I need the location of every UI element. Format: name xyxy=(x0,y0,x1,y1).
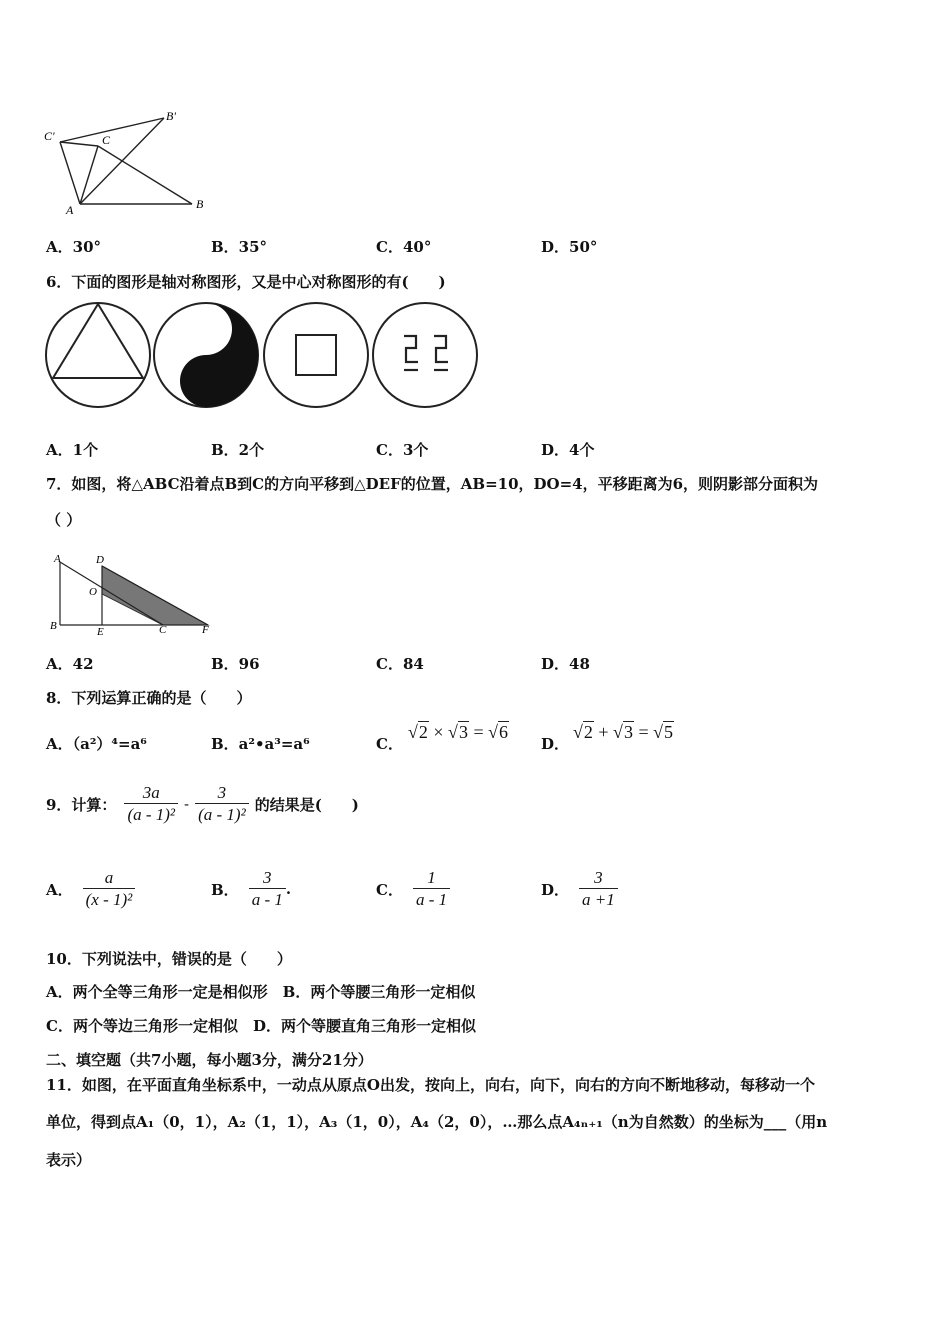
label-c: C xyxy=(102,133,111,147)
circle-square-figure xyxy=(264,303,368,407)
sqrt-icon: √5 xyxy=(653,722,673,742)
q7-question-line1: 7．如图，将△ABC沿着点B到C的方向平移到△DEF的位置，AB=10，DO=4，平移距离为6，则阴影部分面积为 xyxy=(46,475,819,493)
q7-option-c: C．84 xyxy=(376,655,424,673)
segment-c-prime-a xyxy=(60,142,80,204)
q6-option-c: C．3个 xyxy=(376,441,429,459)
label-a: A xyxy=(54,553,61,565)
label-c: C xyxy=(159,624,167,636)
segment-c-b xyxy=(98,146,192,204)
label-o: O xyxy=(89,586,97,598)
q5-option-b: B．35° xyxy=(211,238,268,256)
q7-question-line2: （ ） xyxy=(46,511,82,529)
q9-option-a: A． $\frac{a}{\text{(x - 1)²}}$ xyxy=(46,864,135,914)
q8-option-c-prefix: C． xyxy=(376,735,403,753)
circle-triangle-figure xyxy=(46,303,150,407)
label-a: A xyxy=(66,203,74,217)
q6-figures xyxy=(42,298,482,414)
sqrt-icon: √3 xyxy=(613,722,633,742)
q6-option-a: A．1个 xyxy=(46,441,99,459)
q8-option-b: B．a²•a³=a⁶ xyxy=(211,735,310,753)
q9-minus: - xyxy=(184,795,190,813)
q11-line1: 11．如图，在平面直角坐标系中，一动点从原点O出发，按向上，向右，向下，向右的方向不断地移动，每移动一个 xyxy=(46,1076,815,1094)
q11-line3: 表示） xyxy=(46,1151,92,1169)
sqrt-icon: √2 xyxy=(408,722,428,742)
q9-option-d: D． $\frac{3}{a +1}$ xyxy=(541,864,618,914)
q7-option-b: B．96 xyxy=(211,655,260,673)
label-d: D xyxy=(96,554,104,566)
q9-suffix: 的结果是( ) xyxy=(254,795,359,814)
q8-question: 8．下列运算正确的是（ ） xyxy=(46,689,252,707)
label-e: E xyxy=(97,626,104,638)
q7-option-d: D．48 xyxy=(541,655,590,673)
q6-option-d: D．4个 xyxy=(541,441,595,459)
segment-a-b-prime xyxy=(80,118,164,204)
label-b-prime: B' xyxy=(166,109,176,123)
sqrt-icon: √3 xyxy=(448,722,468,742)
q10-options-line1: A．两个全等三角形一定是相似形 B．两个等腰三角形一定相似 xyxy=(46,983,476,1001)
q6-option-b: B．2个 xyxy=(211,441,265,459)
q5-option-a: A．30° xyxy=(46,238,102,256)
label-b: B xyxy=(50,620,57,632)
segment-c-prime-b-prime xyxy=(60,118,164,142)
q5-option-d: D．50° xyxy=(541,238,598,256)
q6-question: 6．下面的图形是轴对称图形，又是中心对称图形的有( ) xyxy=(46,273,446,291)
q10-options-line2: C．两个等边三角形一定相似 D．两个等腰直角三角形一定相似 xyxy=(46,1017,476,1035)
q9-option-b: B． $\frac{3}{a - 1}$ . xyxy=(211,867,292,909)
q8-option-a: A．（a²）⁴=a⁶ xyxy=(46,735,147,753)
yin-yang-figure xyxy=(154,303,258,407)
sqrt-icon: √6 xyxy=(488,722,508,742)
q8-option-d-expr: √2 + √3 = √5 xyxy=(573,722,673,742)
q5-option-c: C．40° xyxy=(376,238,432,256)
q10-question: 10．下列说法中，错误的是（ ） xyxy=(46,950,292,968)
q7-translation-figure xyxy=(44,548,224,638)
q7-option-a: A．42 xyxy=(46,655,94,673)
circle-symbol-figure xyxy=(373,303,477,407)
label-f: F xyxy=(202,624,209,636)
q5-triangle-figure xyxy=(40,100,220,220)
q8-option-d-prefix: D． xyxy=(541,735,570,753)
q9-option-c: C． $\frac{1}{a - 1}$ xyxy=(376,864,450,914)
section-heading: 二、填空题（共7小题，每小题3分，满分21分） xyxy=(46,1051,373,1069)
q9-fraction-1: $\frac{3a}{\text{(a - 1)²}}$ xyxy=(124,783,178,826)
q11-line2: 单位，得到点A₁（0，1），A₂（1，1），A₃（1，0），A₄（2，0），…那么点A₄ₙ₊₁（n为自然数）的坐标为___（用n xyxy=(46,1113,828,1131)
q8-option-c-expr: √2 × √3 = √6 xyxy=(408,722,508,742)
sqrt-icon: √2 xyxy=(573,722,593,742)
q9-question xyxy=(46,779,359,829)
q9-fraction-2: $\frac{3}{\text{(a - 1)²}}$ xyxy=(195,783,249,826)
label-c-prime: C' xyxy=(44,129,55,143)
label-b: B xyxy=(196,197,204,211)
segment-c-prime-c xyxy=(60,142,98,146)
q9-prefix: 9．计算： xyxy=(46,795,117,814)
